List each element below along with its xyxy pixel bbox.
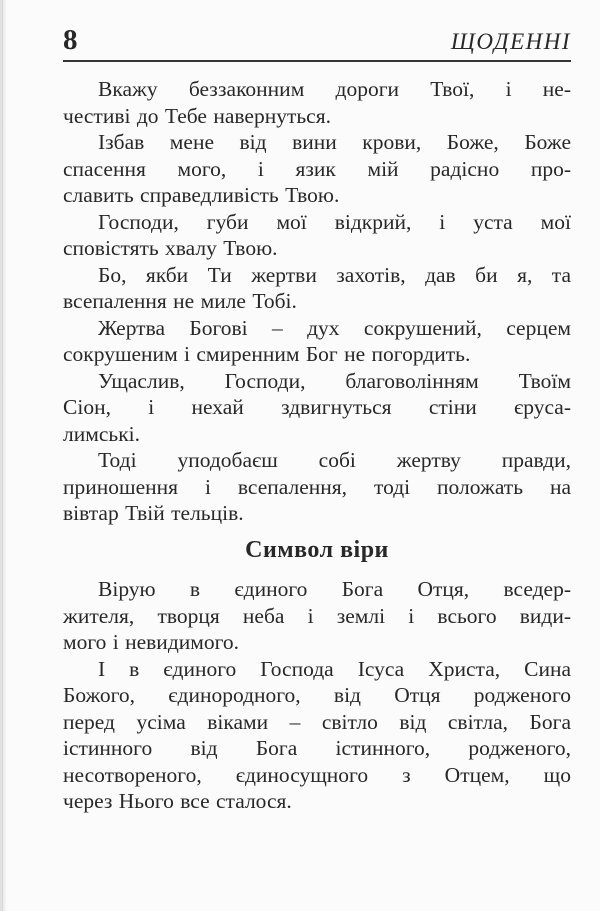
page-header <box>63 24 571 62</box>
text-line: Жертва Богові – дух сокрушений, серцем <box>98 315 571 340</box>
text-line: сповістять хвалу Твою. <box>63 236 278 260</box>
text-line: лимські. <box>63 421 140 446</box>
text-line: Божого, єдинородного, від Отця родженого <box>63 683 571 707</box>
text-line: приношення і всепалення, тоді положать на <box>63 474 571 499</box>
text-line: Ізбав мене від вини крови, Боже, Боже <box>98 130 571 154</box>
text-line: Ущаслив, Господи, благоволінням Твоїм <box>98 368 571 393</box>
text-line: Вкажу беззаконним дороги Твої, і не- <box>98 77 571 101</box>
text-line: Господи, губи мої відкрий, і уста мої <box>98 209 571 234</box>
text-line: істинного від Бога істинного, родженого, <box>63 736 571 760</box>
text-line: вівтар Твій тельців. <box>63 501 244 525</box>
section-heading: Символ віри <box>245 536 389 563</box>
text-line: мого і невидимого. <box>63 630 240 654</box>
paragraph <box>63 576 571 656</box>
page-edge-shadow <box>0 0 7 911</box>
text-line: несотвореного, єдиносущного з Отцем, що <box>63 762 571 787</box>
text-line: сокрушеним і смиренним Бог не погордить. <box>63 342 471 366</box>
paragraph <box>63 315 571 368</box>
text-line: спасення мого, і язик мій радісно про- <box>63 156 571 181</box>
paragraph <box>63 656 571 815</box>
paragraph <box>63 262 571 315</box>
page-body <box>63 76 571 815</box>
page-number: 8 <box>63 24 78 56</box>
text-line: Бо, якби Ти жертви захотів, дав би я, та <box>98 262 571 287</box>
page-edge-line <box>2 0 3 911</box>
text-line: Тоді уподобаєш собі жертву правди, <box>98 448 571 472</box>
text-line: Вірую в єдиного Бога Отця, вседер- <box>98 577 571 601</box>
text-line: Сіон, і нехай здвигнуться стіни єруса- <box>63 395 571 419</box>
text-line: І в єдиного Господа Ісуса Христа, Сина <box>98 656 571 681</box>
paragraph <box>63 76 571 129</box>
paragraph <box>63 368 571 448</box>
paragraph <box>63 447 571 527</box>
running-head: ЩОДЕННІ <box>450 29 571 54</box>
paragraph <box>63 209 571 262</box>
text-line: всепалення не миле Тобі. <box>63 289 297 313</box>
text-line: через Нього все сталося. <box>63 789 292 813</box>
text-line: перед усіма віками – світло від світла, Бога <box>63 709 571 734</box>
text-line: жителя, творця неба і землі і всього види- <box>63 603 571 628</box>
page-content <box>63 24 571 815</box>
text-line: славить справедливість Твою. <box>63 183 340 207</box>
paragraph <box>63 129 571 209</box>
text-line: честиві до Тебе навернуться. <box>63 103 331 128</box>
